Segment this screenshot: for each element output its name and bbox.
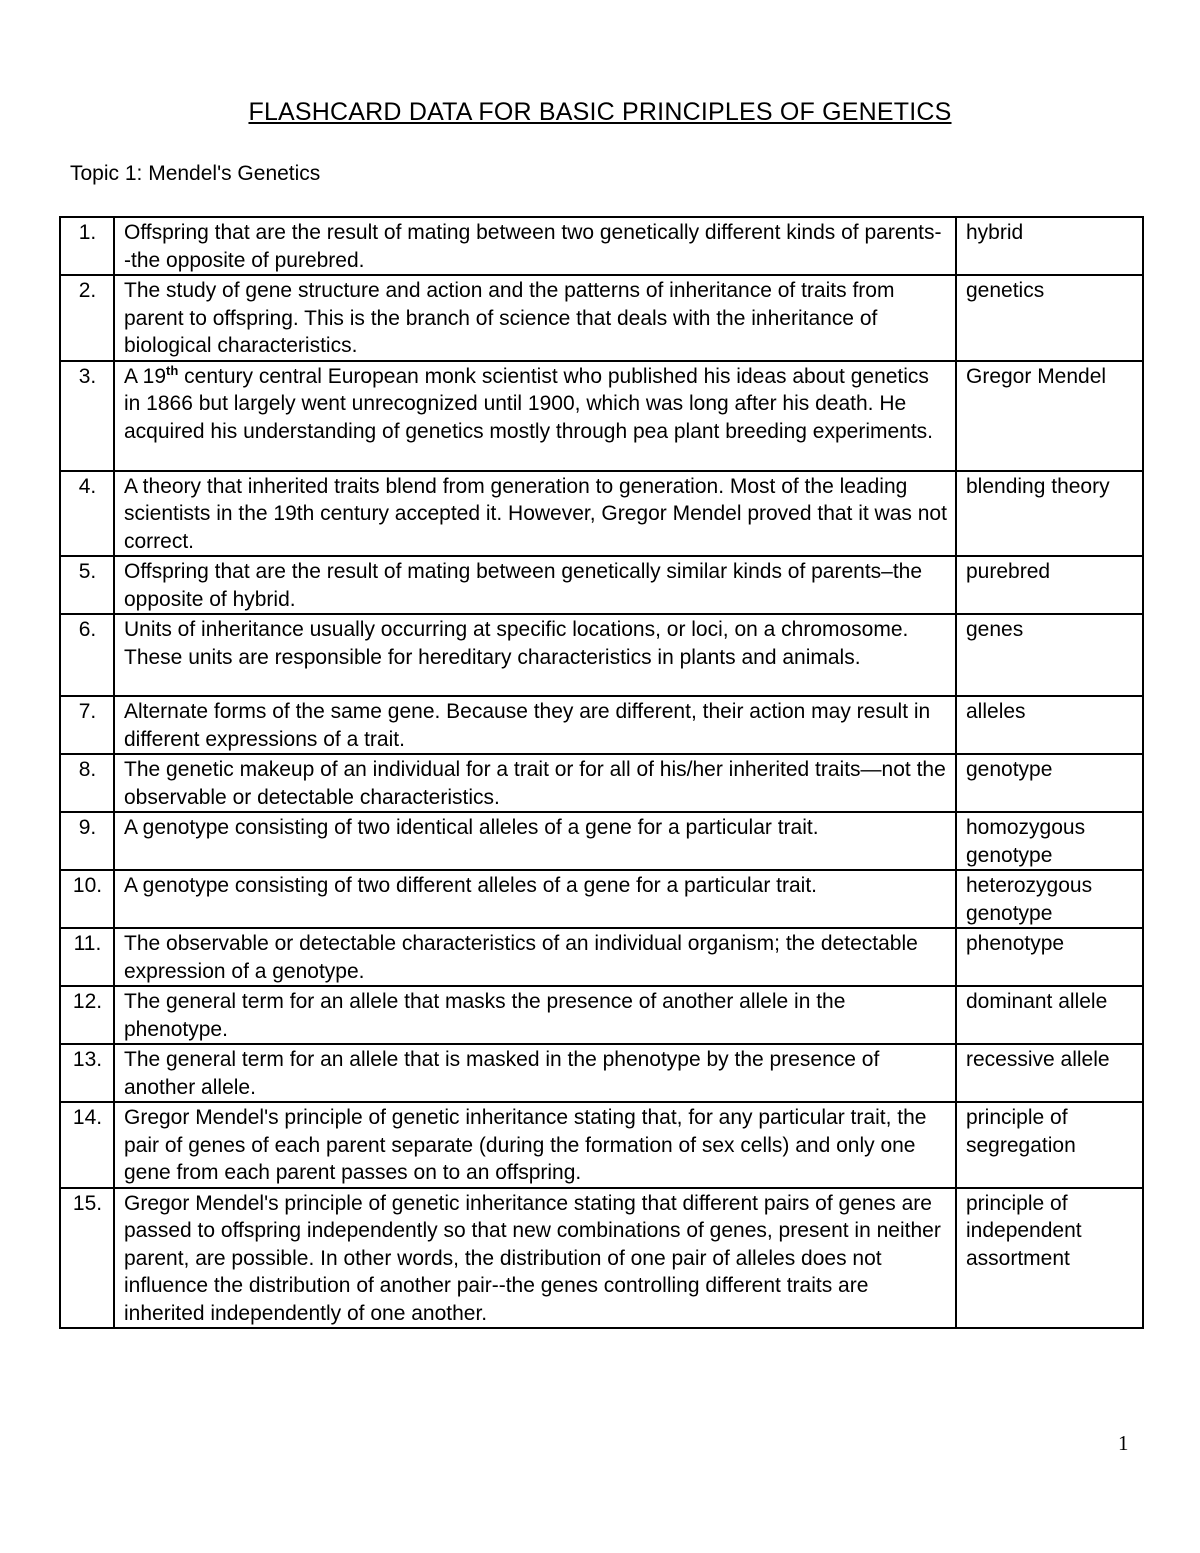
card-definition: Gregor Mendel's principle of genetic inheritance stating that, for any particular trait, the pair of genes of each parent separate (during the formation of sex cells) and only one gene from each parent passes on to an offspring. (114, 1102, 956, 1188)
card-number: 8. (60, 754, 114, 812)
flashcard-row (60, 928, 1143, 986)
card-number: 15. (60, 1188, 114, 1329)
card-term: principle of independent assortment (956, 1188, 1143, 1329)
flashcard-row (60, 812, 1143, 870)
card-number: 10. (60, 870, 114, 928)
card-number: 12. (60, 986, 114, 1044)
card-definition: Offspring that are the result of mating between two genetically different kinds of parents--the opposite of purebred. (114, 217, 956, 275)
card-term: phenotype (956, 928, 1143, 986)
definition-rest: century central European monk scientist who published his ideas about genetics in 1866 but largely went unrecognized until 1900, which was long after his death. He acquired his understanding of genetics mostly through pea plant breeding experiments. (124, 364, 934, 443)
flashcard-row (60, 870, 1143, 928)
card-term: homozygous genotype (956, 812, 1143, 870)
card-term: dominant allele (956, 986, 1143, 1044)
card-term: principle of segregation (956, 1102, 1143, 1188)
card-number: 3. (60, 361, 114, 471)
flashcard-row (60, 217, 1143, 275)
flashcard-row (60, 361, 1143, 471)
card-definition (114, 361, 956, 471)
card-definition: The study of gene structure and action and the patterns of inheritance of traits from parent to offspring. This is the branch of science that deals with the inheritance of biological characteristics. (114, 275, 956, 361)
card-definition: The observable or detectable characteristics of an individual organism; the detectable expression of a genotype. (114, 928, 956, 986)
card-term: genetics (956, 275, 1143, 361)
flashcard-row (60, 614, 1143, 696)
ordinal-superscript: th (166, 362, 179, 378)
topic-heading: Topic 1: Mendel's Genetics (70, 162, 321, 185)
card-definition: A genotype consisting of two identical alleles of a gene for a particular trait. (114, 812, 956, 870)
flashcard-row (60, 1102, 1143, 1188)
card-definition: Units of inheritance usually occurring at specific locations, or loci, on a chromosome. These units are responsible for hereditary characteristics in plants and animals. (114, 614, 956, 696)
card-term: alleles (956, 696, 1143, 754)
flashcard-row (60, 986, 1143, 1044)
card-number: 14. (60, 1102, 114, 1188)
card-number: 6. (60, 614, 114, 696)
flashcard-row (60, 1188, 1143, 1329)
document-title: FLASHCARD DATA FOR BASIC PRINCIPLES OF GENETICS (248, 98, 952, 126)
card-definition: The genetic makeup of an individual for a trait or for all of his/her inherited traits—not the observable or detectable characteristics. (114, 754, 956, 812)
card-term: genotype (956, 754, 1143, 812)
card-number: 1. (60, 217, 114, 275)
card-term: Gregor Mendel (956, 361, 1143, 471)
card-term: blending theory (956, 471, 1143, 557)
flashcard-row (60, 275, 1143, 361)
card-definition: The general term for an allele that masks the presence of another allele in the phenotype. (114, 986, 956, 1044)
page-number: 1 (1118, 1431, 1129, 1455)
card-number: 4. (60, 471, 114, 557)
card-definition: A theory that inherited traits blend from generation to generation. Most of the leading scientists in the 19th century accepted it. However, Gregor Mendel proved that it was not correct. (114, 471, 956, 557)
flashcard-row (60, 556, 1143, 614)
card-definition: Alternate forms of the same gene. Because they are different, their action may result in different expressions of a trait. (114, 696, 956, 754)
card-number: 5. (60, 556, 114, 614)
card-term: genes (956, 614, 1143, 696)
card-definition: The general term for an allele that is masked in the phenotype by the presence of another allele. (114, 1044, 956, 1102)
card-number: 2. (60, 275, 114, 361)
card-number: 9. (60, 812, 114, 870)
card-definition: A genotype consisting of two different alleles of a gene for a particular trait. (114, 870, 956, 928)
flashcard-table (59, 216, 1144, 1329)
flashcard-row (60, 1044, 1143, 1102)
definition-prefix: A 19 (124, 364, 167, 388)
card-number: 11. (60, 928, 114, 986)
card-definition: Offspring that are the result of mating between genetically similar kinds of parents–the opposite of hybrid. (114, 556, 956, 614)
card-number: 7. (60, 696, 114, 754)
card-definition: Gregor Mendel's principle of genetic inheritance stating that different pairs of genes are passed to offspring independently so that new combinations of genes, present in neither parent, are possible. In other words, the distribution of one pair of alleles does not influence the distribution of another pair--the genes controlling different traits are inherited independently of one another. (114, 1188, 956, 1329)
card-term: hybrid (956, 217, 1143, 275)
card-term: heterozygous genotype (956, 870, 1143, 928)
flashcard-row (60, 754, 1143, 812)
card-term: purebred (956, 556, 1143, 614)
card-number: 13. (60, 1044, 114, 1102)
flashcard-row (60, 471, 1143, 557)
card-term: recessive allele (956, 1044, 1143, 1102)
flashcard-row (60, 696, 1143, 754)
